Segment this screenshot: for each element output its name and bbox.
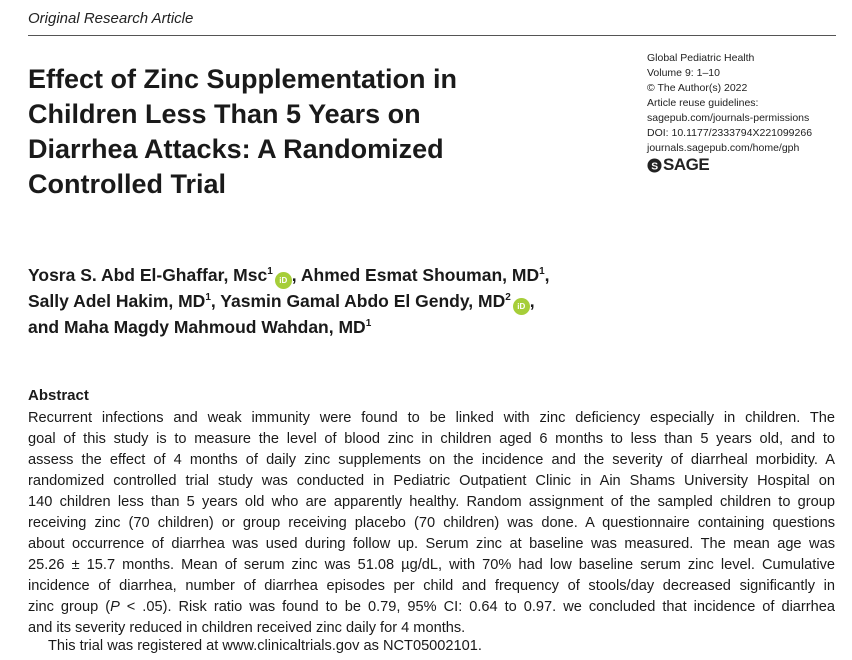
article-type: Original Research Article bbox=[28, 10, 194, 27]
p-value-symbol: P bbox=[110, 599, 120, 615]
title-line: Effect of Zinc Supplementation in bbox=[28, 64, 458, 94]
header-rule bbox=[28, 35, 836, 36]
sage-wordmark: SAGE bbox=[663, 155, 710, 174]
abstract-line: goal of this study is to measure the level of blood zinc in children aged 6 months to less than 5 years old, and to bbox=[28, 431, 835, 447]
abstract-line: and its severity reduced in children received zinc daily for 4 months. bbox=[28, 620, 466, 636]
affiliation-marker: 1 bbox=[267, 266, 273, 278]
separator: , bbox=[529, 291, 535, 311]
author-line bbox=[28, 289, 828, 315]
doi[interactable]: DOI: 10.1177/2333794X221099266 bbox=[647, 127, 813, 139]
abstract-body bbox=[28, 408, 835, 639]
abstract-line bbox=[28, 597, 835, 618]
author-line bbox=[28, 315, 828, 340]
orcid-icon[interactable]: iD bbox=[513, 298, 530, 315]
abstract-heading: Abstract bbox=[28, 387, 89, 404]
trial-registration: This trial was registered at www.clinicaltrials.gov as NCT05002101. bbox=[48, 638, 482, 654]
sage-logo bbox=[647, 155, 709, 175]
sage-emblem-icon bbox=[647, 158, 662, 173]
abstract-line: incidence of diarrhea, number of diarrhea episodes per child and frequency of stools/day decreased significantly in bbox=[28, 578, 835, 594]
affiliation-marker: 1 bbox=[365, 318, 372, 330]
abstract-line: assess the effect of 4 months of daily zinc supplements on the incidence and the severity of diarrheal morbidity. A bbox=[28, 452, 835, 468]
author-name: Yosra S. Abd El-Ghaffar, Msc bbox=[28, 265, 268, 285]
journal-volume: Volume 9: 1–10 bbox=[647, 67, 720, 79]
author-line bbox=[28, 263, 828, 289]
orcid-icon[interactable]: iD bbox=[275, 272, 292, 289]
abstract-text: zinc group ( bbox=[28, 599, 111, 615]
abstract-line: receiving zinc (70 children) or group receiving placebo (70 children) was done. A questionnaire containing questions bbox=[28, 515, 835, 531]
abstract-line: Recurrent infections and weak immunity were found to be linked with zinc deficiency especially in children. The bbox=[28, 410, 835, 426]
author-name: , Yasmin Gamal Abdo El Gendy, MD bbox=[210, 291, 506, 311]
abstract-line: 140 children less than 5 years old who are apparently healthy. Random assignment of the sampled children to group bbox=[28, 494, 835, 510]
author-list bbox=[28, 263, 828, 340]
author-name: Sally Adel Hakim, MD bbox=[28, 291, 206, 311]
abstract-line: about occurrence of diarrhea was used during follow up. Serum zinc at baseline was measured. The mean age was bbox=[28, 536, 835, 552]
title-line: Controlled Trial bbox=[28, 169, 227, 199]
separator: , bbox=[544, 265, 550, 285]
article-title bbox=[28, 62, 588, 202]
svg-text:S: S bbox=[651, 160, 658, 172]
author-name: , Ahmed Esmat Shouman, MD bbox=[291, 265, 540, 285]
affiliation-marker: 1 bbox=[205, 292, 211, 304]
journal-name: Global Pediatric Health bbox=[647, 52, 755, 64]
abstract-line: 25.26 ± 15.7 months. Mean of serum zinc was 51.08 µg/dL, with 70% had low baseline serum zinc level. Cumulative bbox=[28, 557, 835, 573]
reuse-label: Article reuse guidelines: bbox=[647, 97, 759, 109]
journal-info bbox=[647, 51, 847, 156]
abstract-line: randomized controlled trial study was conducted in Pediatric Outpatient Clinic in Ain Shams University Hospital on bbox=[28, 473, 835, 489]
journal-link[interactable]: journals.sagepub.com/home/gph bbox=[647, 142, 800, 154]
title-line: Diarrhea Attacks: A Randomized bbox=[28, 134, 444, 164]
reuse-link[interactable]: sagepub.com/journals-permissions bbox=[647, 112, 810, 124]
affiliation-marker: 2 bbox=[505, 292, 511, 304]
copyright: © The Author(s) 2022 bbox=[647, 82, 748, 94]
author-name: and Maha Magdy Mahmoud Wahdan, MD bbox=[28, 317, 366, 337]
title-line: Children Less Than 5 Years on bbox=[28, 99, 421, 129]
affiliation-marker: 1 bbox=[539, 266, 545, 278]
abstract-text: < .05). Risk ratio was found to be 0.79, 95% CI: 0.64 to 0.97. we concluded that incidence of diarrhea bbox=[119, 599, 835, 615]
